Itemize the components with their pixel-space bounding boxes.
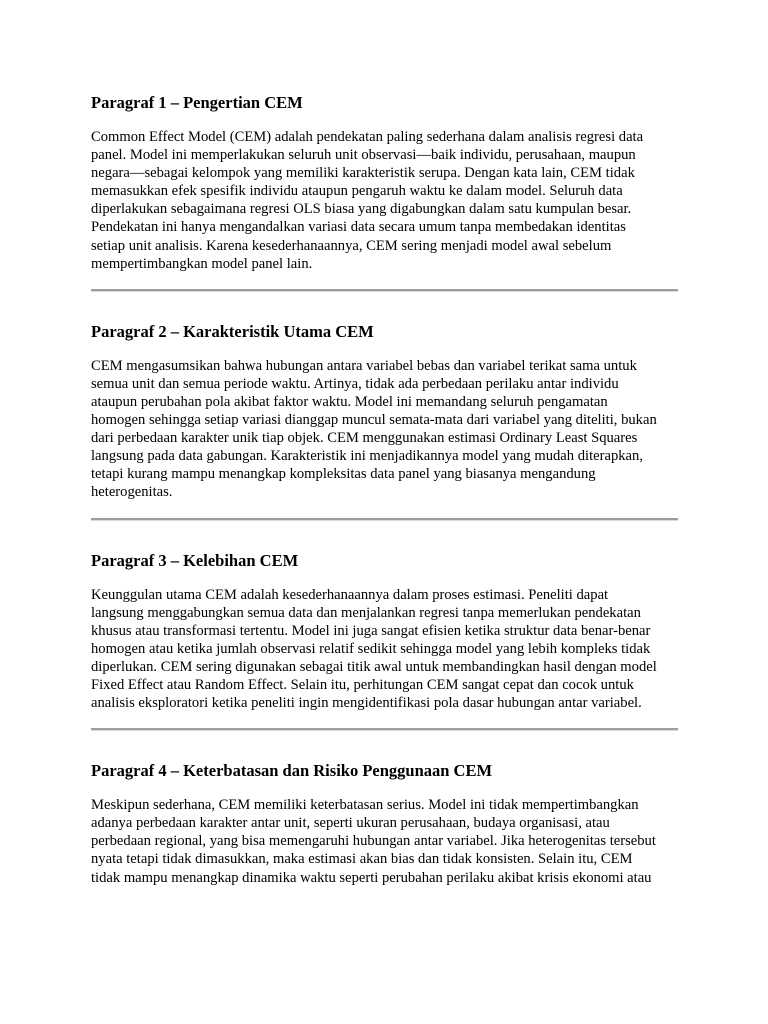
body-line: adanya perbedaan karakter antar unit, seperti ukuran perusahaan, budaya organisasi, atau	[91, 815, 610, 832]
body-line: khusus atau transformasi tertentu. Model ini juga sangat efisien ketika struktur data benar-benar	[91, 622, 651, 639]
section-divider	[91, 518, 678, 521]
body-line: semua unit dan semua periode waktu. Artinya, tidak ada perbedaan perilaku antar individu	[91, 375, 619, 392]
section-title: Paragraf 1 – Pengertian CEM	[91, 93, 303, 112]
section-3	[91, 550, 678, 713]
section-divider	[91, 289, 678, 292]
body-line: negara—sebagai kelompok yang memiliki karakteristik serupa. Dengan kata lain, CEM tidak	[91, 165, 635, 182]
body-line: homogen atau ketika jumlah observasi relatif sedikit sehingga model yang lebih kompleks tidak	[91, 640, 651, 657]
body-line: homogen sehingga setiap variasi dianggap muncul semata-mata dari variabel yang diteliti, bukan	[91, 412, 657, 429]
section-title: Paragraf 2 – Karakteristik Utama CEM	[91, 321, 374, 341]
body-line: diperlakukan sebagaimana regresi OLS biasa yang digabungkan dalam satu kumpulan besar.	[91, 201, 632, 218]
section-body	[91, 586, 678, 713]
body-line: langsung menggabungkan semua data dan menjalankan regresi tanpa memerlukan pendekatan	[91, 604, 641, 621]
body-line: analisis eksploratori ketika peneliti ingin mengidentifikasi pola dasar hubungan antar variabel.	[91, 695, 642, 712]
body-line: mempertimbangkan model panel lain.	[91, 255, 313, 272]
section-2	[91, 321, 678, 502]
section-1	[91, 92, 678, 273]
body-line: setiap unit analisis. Karena kesederhanaannya, CEM sering menjadi model awal sebelum	[91, 237, 612, 254]
body-line: dari perbedaan karakter unik tiap objek. CEM menggunakan estimasi Ordinary Least Squares	[91, 430, 638, 447]
body-line: Fixed Effect atau Random Effect. Selain itu, perhitungan CEM sangat cepat dan cocok untuk	[91, 676, 634, 693]
section-4	[91, 760, 678, 886]
body-line: Pendekatan ini hanya mengandalkan variasi data secara umum tanpa membedakan identitas	[91, 219, 626, 236]
body-line: langsung pada data gabungan. Karakteristik ini menjadikannya model yang mudah diterapkan,	[91, 448, 643, 465]
body-line: heterogenitas.	[91, 484, 173, 501]
body-line: Keunggulan utama CEM adalah kesederhanaannya dalam proses estimasi. Peneliti dapat	[91, 586, 609, 603]
section-title: Paragraf 4 – Keterbatasan dan Risiko Penggunaan CEM	[91, 761, 493, 781]
body-line: panel. Model ini memperlakukan seluruh unit observasi—baik individu, perusahaan, maupun	[91, 147, 636, 164]
body-line: nyata tetapi tidak dimasukkan, maka estimasi akan bias dan tidak konsisten. Selain itu, CEM	[91, 851, 633, 868]
section-body	[91, 128, 678, 273]
body-line: perbedaan regional, yang bisa memengaruhi hubungan antar variabel. Jika heterogenitas tersebut	[91, 833, 656, 850]
section-divider	[91, 728, 678, 731]
body-line: tidak mampu menangkap dinamika waktu seperti perubahan perilaku akibat krisis ekonomi atau	[91, 869, 652, 886]
body-line: ataupun perubahan pola akibat faktor waktu. Model ini memandang seluruh pengamatan	[91, 393, 608, 410]
body-line: CEM mengasumsikan bahwa hubungan antara variabel bebas dan variabel terikat sama untuk	[91, 357, 637, 374]
section-title: Paragraf 3 – Kelebihan CEM	[91, 550, 299, 570]
section-body	[91, 796, 678, 886]
body-line: Meskipun sederhana, CEM memiliki keterbatasan serius. Model ini tidak mempertimbangkan	[91, 797, 639, 814]
document-page	[91, 92, 678, 887]
body-line: memasukkan efek spesifik individu ataupun pengaruh waktu ke dalam model. Seluruh data	[91, 183, 623, 200]
body-line: Common Effect Model (CEM) adalah pendekatan paling sederhana dalam analisis regresi data	[91, 129, 644, 145]
section-body	[91, 357, 678, 502]
body-line: diperlukan. CEM sering digunakan sebagai titik awal untuk membandingkan hasil dengan model	[91, 658, 657, 675]
body-line: tetapi kurang mampu menangkap kompleksitas data panel yang biasanya mengandung	[91, 466, 596, 483]
